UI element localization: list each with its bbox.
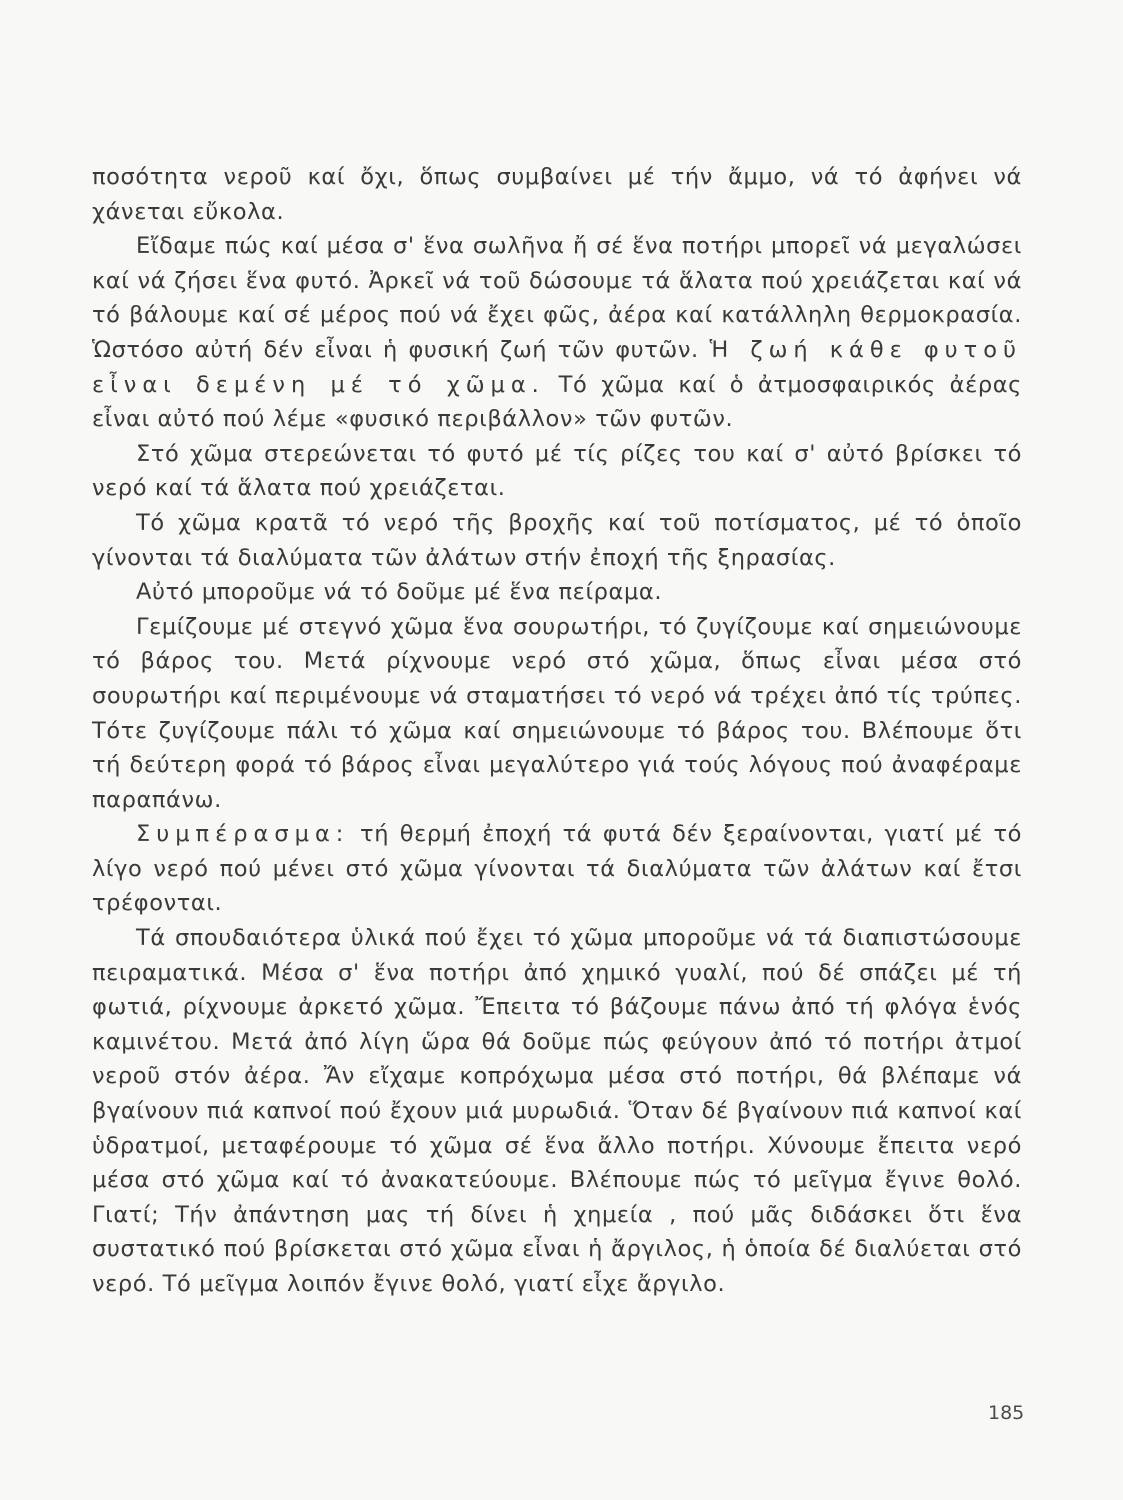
paragraph-5: Αὐτό μποροῦμε νά τό δοῦμε μέ ἕνα πείραμα. — [136, 579, 663, 606]
paragraph-6: Γεμίζουμε μέ στεγνό χῶμα ἕνα σουρωτήρι, τό ζυγίζουμε καί σημειώνουμε τό βάρος του. Μετά ρίχνουμε νερό στό χῶμα, ὅπως εἶναι μέσα στό σουρωτήρι καί περιμένουμε νά σταματήσει τό νερό νά τρέχει ἀπό τίς τρύπες. Τότε ζυγίζουμε πάλι τό χῶμα καί σημειώνουμε τό βάρος του. Βλέπουμε ὅτι τή δεύτερη φορά τό βάρος εἶναι μεγαλύτερο γιά τούς λόγους πού ἀναφέραμε παραπάνω. — [92, 613, 1022, 813]
paragraph-7 — [92, 817, 1022, 921]
paragraph-4: Τό χῶμα κρατᾶ τό νερό τῆς βροχῆς καί τοῦ ποτίσματος, μέ τό ὁποῖο γίνονται τά διαλύματα τῶν ἀλάτων στήν ἐποχή τῆς ξηρασίας. — [92, 509, 1022, 571]
paragraph-2-emphasis: Ἡ ζωή κάθε φυτοῦ εἶναι δεμένη μέ τό χῶμα. — [92, 336, 1023, 398]
page-number: 185 — [988, 1402, 1025, 1424]
body-text — [92, 160, 1022, 1302]
paragraph-2-text-after: Τό χῶμα καί ὁ ἀτμοσφαιρικός ἀέρας εἶναι αὐτό πού λέμε «φυσικό περιβάλλον» τῶν φυτῶν. — [92, 371, 1022, 433]
paragraph-1: ποσότητα νεροῦ καί ὄχι, ὅπως συμβαίνει μέ τήν ἄμμο, νά τό ἀφήνει νά χάνεται εὔκολα. — [92, 164, 1022, 225]
paragraph-3: Στό χῶμα στερεώνεται τό φυτό μέ τίς ρίζες του καί σ' αὐτό βρίσκει τό νερό καί τά ἅλατα πού χρειάζεται. — [92, 440, 1022, 502]
paragraph-8: Τά σπουδαιότερα ὑλικά πού ἔχει τό χῶμα μποροῦμε νά τά διαπιστώσουμε πειραματικά. Μέσα σ' ἕνα ποτήρι ἀπό χημικό γυαλί, πού δέ σπάζει μέ τή φωτιά, ρίχνουμε ἀρκετό χῶμα. Ἔπειτα τό βάζουμε πάνω ἀπό τή φλόγα ἑνός καμινέτου. Μετά ἀπό λίγη ὥρα θά δοῦμε πώς φεύγουν ἀπό τό ποτήρι ἀτμοί νεροῦ στόν ἀέρα. Ἄν εἴχαμε κοπρόχωμα μέσα στό ποτήρι, θά βλέπαμε νά βγαίνουν πιά καπνοί πού ἔχουν μιά μυρωδιά. Ὅταν δέ βγαίνουν πιά καπνοί καί ὑδρατμοί, μεταφέρουμε τό χῶμα σέ ἕνα ἄλλο ποτήρι. Χύνουμε ἔπειτα νερό μέσα στό χῶμα καί τό ἀνακατεύουμε. Βλέπουμε πώς τό μεῖγμα ἔγινε θολό. Γιατί; Τήν ἀπάντηση μας τή δίνει ἡ χημεία , πού μᾶς διδάσκει ὅτι ἕνα συστατικό πού βρίσκεται στό χῶμα εἶναι ἡ ἄργιλος, ἡ ὁποία δέ διαλύεται στό νερό. Τό μεῖγμα λοιπόν ἔγινε θολό, γιατί εἶχε ἄργιλο. — [92, 925, 1022, 1297]
conclusion-label: Συμπέρασμα: — [136, 821, 350, 848]
paragraph-7-text-after: τή θερμή ἐποχή τά φυτά δέν ξεραίνονται, γιατί μέ τό λίγο νερό πού μένει στό χῶμα γίνονται τά διαλύματα τῶν ἀλάτων καί ἔτσι τρέφονται. — [92, 821, 1022, 917]
paragraph-2 — [92, 229, 1022, 437]
paragraph-2-text-before: Εἴδαμε πώς καί μέσα σ' ἕνα σωλῆνα ἤ σέ ἕνα ποτήρι μπορεῖ νά μεγαλώσει καί νά ζήσει ἕνα φυτό. Ἀρκεῖ νά τοῦ δώσουμε τά ἅλατα πού χρειάζεται καί νά τό βάλουμε καί σέ μέρος πού νά ἔχει φῶς, ἀέρα καί κατάλληλη θερμοκρασία. Ὡστόσο αὐτή δέν εἶναι ἡ φυσική ζωή τῶν φυτῶν. — [92, 233, 1022, 363]
